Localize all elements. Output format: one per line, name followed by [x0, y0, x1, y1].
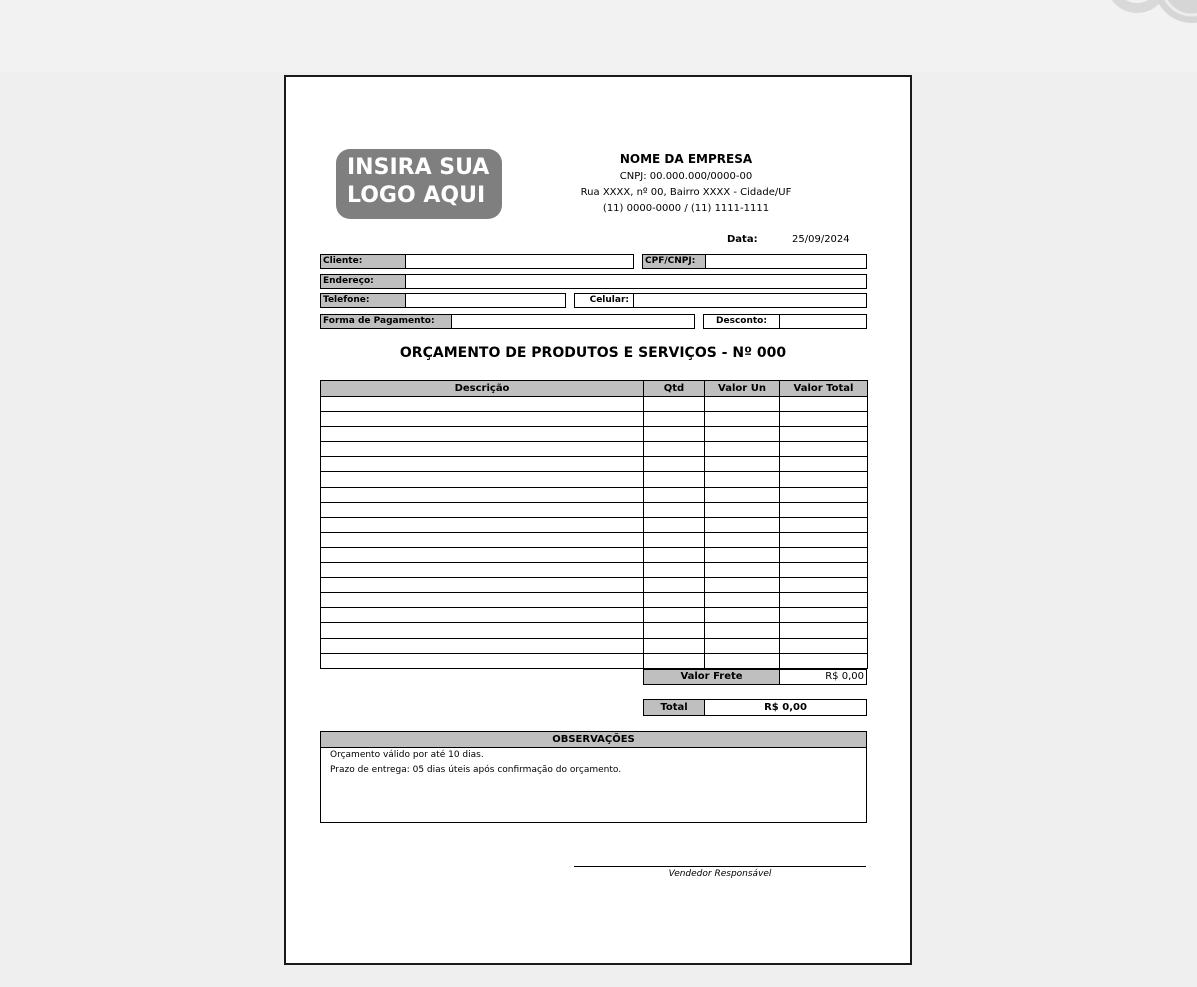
table-cell[interactable]	[780, 457, 868, 472]
company-cnpj: CNPJ: 00.000.000/0000-00	[619, 171, 753, 182]
table-row	[321, 412, 868, 427]
table-row	[321, 472, 868, 487]
table-row	[321, 532, 868, 547]
table-cell[interactable]	[321, 517, 644, 532]
table-cell[interactable]	[321, 397, 644, 412]
table-cell[interactable]	[780, 502, 868, 517]
table-cell[interactable]	[644, 472, 705, 487]
table-cell[interactable]	[705, 593, 780, 608]
telefone-field[interactable]	[405, 293, 566, 308]
table-cell[interactable]	[321, 487, 644, 502]
table-row	[321, 593, 868, 608]
table-cell[interactable]	[705, 517, 780, 532]
col-valor-un: Valor Un	[705, 381, 780, 397]
logo-line-2: LOGO AQUI	[347, 183, 486, 208]
signature-line	[574, 866, 866, 867]
table-cell[interactable]	[644, 457, 705, 472]
table-cell[interactable]	[644, 638, 705, 653]
table-cell[interactable]	[321, 578, 644, 593]
table-cell[interactable]	[780, 472, 868, 487]
items-table	[320, 380, 868, 669]
logo-line-1: INSIRA SUA	[347, 155, 490, 180]
document-title: ORÇAMENTO DE PRODUTOS E SERVIÇOS - Nº 000	[399, 345, 787, 361]
observacoes-heading: OBSERVAÇÕES	[321, 732, 866, 748]
company-address: Rua XXXX, nº 00, Bairro XXXX - Cidade/UF	[580, 187, 792, 198]
table-cell[interactable]	[705, 653, 780, 668]
table-cell[interactable]	[644, 517, 705, 532]
table-cell[interactable]	[705, 472, 780, 487]
frete-value[interactable]: R$ 0,00	[779, 669, 867, 685]
table-cell[interactable]	[780, 442, 868, 457]
table-cell[interactable]	[705, 427, 780, 442]
table-cell[interactable]	[780, 532, 868, 547]
desconto-field[interactable]	[779, 314, 867, 329]
table-cell[interactable]	[321, 427, 644, 442]
company-name: NOME DA EMPRESA	[619, 152, 753, 166]
table-cell[interactable]	[780, 427, 868, 442]
table-cell[interactable]	[644, 608, 705, 623]
desconto-label: Desconto:	[703, 314, 780, 329]
table-row	[321, 563, 868, 578]
endereco-label: Endereço:	[320, 274, 406, 289]
date-label: Data:	[727, 234, 758, 245]
table-cell[interactable]	[780, 653, 868, 668]
table-cell[interactable]	[644, 427, 705, 442]
table-cell[interactable]	[705, 532, 780, 547]
table-cell[interactable]	[644, 397, 705, 412]
table-cell[interactable]	[644, 623, 705, 638]
table-cell[interactable]	[780, 487, 868, 502]
celular-label: Celular:	[574, 293, 634, 308]
table-cell[interactable]	[644, 578, 705, 593]
table-row	[321, 638, 868, 653]
table-cell[interactable]	[780, 412, 868, 427]
table-cell[interactable]	[321, 442, 644, 457]
signature-label: Vendedor Responsável	[668, 869, 772, 879]
frete-label: Valor Frete	[643, 669, 780, 685]
celular-field[interactable]	[633, 293, 867, 308]
table-row	[321, 397, 868, 412]
table-cell[interactable]	[705, 412, 780, 427]
total-value: R$ 0,00	[704, 699, 867, 716]
forma-pagamento-label: Forma de Pagamento:	[320, 314, 452, 329]
table-row	[321, 517, 868, 532]
table-cell[interactable]	[780, 608, 868, 623]
table-cell[interactable]	[705, 578, 780, 593]
table-cell[interactable]	[705, 487, 780, 502]
telefone-label: Telefone:	[320, 293, 406, 308]
table-cell[interactable]	[321, 547, 644, 562]
observacoes-box[interactable]	[320, 731, 867, 823]
table-cell[interactable]	[321, 532, 644, 547]
table-cell[interactable]	[644, 502, 705, 517]
col-descricao: Descrição	[321, 381, 644, 397]
table-cell[interactable]	[705, 547, 780, 562]
table-cell[interactable]	[321, 623, 644, 638]
table-cell[interactable]	[780, 623, 868, 638]
table-cell[interactable]	[780, 638, 868, 653]
table-row	[321, 623, 868, 638]
table-cell[interactable]	[644, 487, 705, 502]
table-cell[interactable]	[321, 412, 644, 427]
table-cell[interactable]	[705, 457, 780, 472]
table-cell[interactable]	[705, 623, 780, 638]
table-cell[interactable]	[705, 502, 780, 517]
endereco-field[interactable]	[405, 274, 867, 289]
table-cell[interactable]	[705, 638, 780, 653]
table-cell[interactable]	[780, 578, 868, 593]
table-cell[interactable]	[644, 563, 705, 578]
table-cell[interactable]	[321, 608, 644, 623]
col-valor-total: Valor Total	[780, 381, 868, 397]
table-cell[interactable]	[644, 532, 705, 547]
table-cell[interactable]	[780, 593, 868, 608]
table-row	[321, 442, 868, 457]
table-row	[321, 457, 868, 472]
budget-document	[284, 75, 912, 965]
table-cell[interactable]	[705, 442, 780, 457]
company-phones: (11) 0000-0000 / (11) 1111-1111	[602, 203, 770, 214]
table-cell[interactable]	[644, 412, 705, 427]
table-cell[interactable]	[644, 593, 705, 608]
table-cell[interactable]	[705, 608, 780, 623]
date-value: 25/09/2024	[792, 234, 850, 245]
table-cell[interactable]	[321, 472, 644, 487]
table-cell[interactable]	[780, 397, 868, 412]
table-row	[321, 608, 868, 623]
cpf-cnpj-field[interactable]	[705, 254, 867, 269]
table-row	[321, 547, 868, 562]
table-cell[interactable]	[321, 502, 644, 517]
table-cell[interactable]	[780, 517, 868, 532]
cliente-field[interactable]	[405, 254, 634, 269]
table-cell[interactable]	[644, 442, 705, 457]
logo-placeholder	[336, 149, 502, 219]
table-row	[321, 487, 868, 502]
table-cell[interactable]	[321, 593, 644, 608]
table-cell[interactable]	[780, 547, 868, 562]
table-row	[321, 653, 868, 668]
table-cell[interactable]	[780, 563, 868, 578]
observacao-line-2: Prazo de entrega: 05 dias úteis após confirmação do orçamento.	[330, 765, 622, 775]
table-cell[interactable]	[321, 638, 644, 653]
table-cell[interactable]	[644, 547, 705, 562]
table-cell[interactable]	[705, 563, 780, 578]
table-cell[interactable]	[321, 457, 644, 472]
forma-pagamento-field[interactable]	[451, 314, 695, 329]
table-cell[interactable]	[321, 563, 644, 578]
cpf-cnpj-label: CPF/CNPJ:	[642, 254, 706, 269]
col-qtd: Qtd	[644, 381, 705, 397]
table-cell[interactable]	[644, 653, 705, 668]
company-info	[566, 149, 806, 217]
observacao-line-1: Orçamento válido por até 10 dias.	[330, 750, 484, 760]
table-cell[interactable]	[705, 397, 780, 412]
table-row	[321, 502, 868, 517]
total-label: Total	[643, 699, 705, 716]
cliente-label: Cliente:	[320, 254, 406, 269]
table-row	[321, 578, 868, 593]
decorative-circles-icon	[987, 0, 1197, 30]
table-row	[321, 427, 868, 442]
table-cell[interactable]	[321, 653, 644, 668]
